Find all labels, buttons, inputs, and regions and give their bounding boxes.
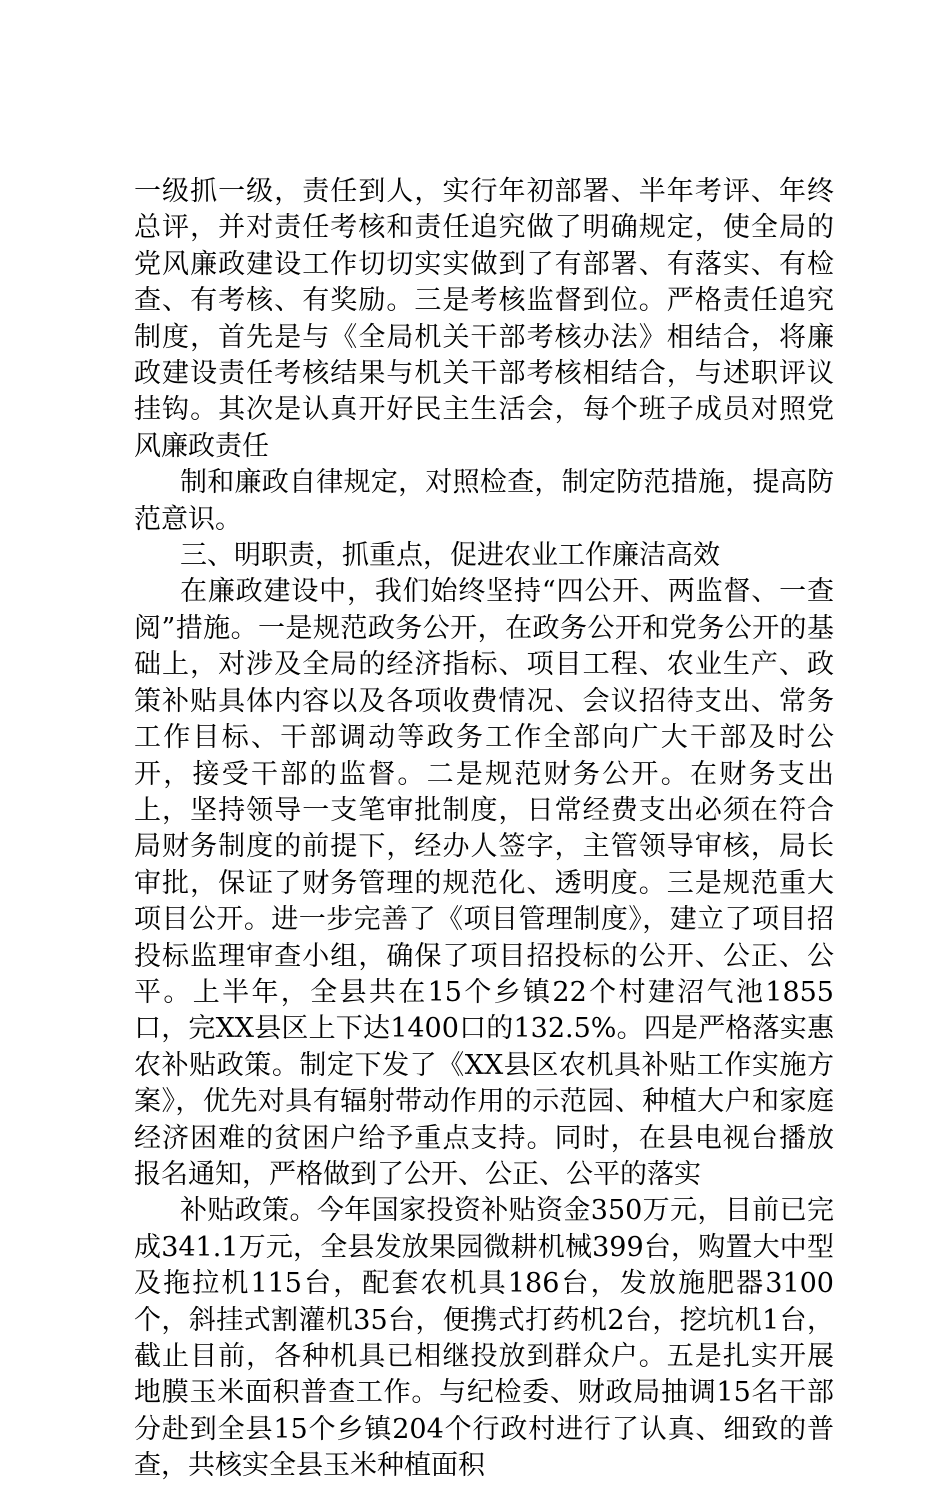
paragraph-subsidy-policy: 补贴政策。今年国家投资补贴资金350万元，目前已完成341.1万元，全县发放果园微耕机械399台，购置大中型及拖拉机115台，配套农机具186台，发放施肥器3100个，斜挂式割灌机35台，便携式打药机2台，挖坑机1台，截止目前，各种机具已相继投放到群众户。五是扎实开展地膜玉米面积普查工作。与纪检委、财政局抽调15名干部分赴到全县15个乡镇204个行政村进行了认真、细致的普查，共核实全县玉米种植面积 bbox=[134, 1195, 834, 1482]
paragraph-transparency-measures: 在廉政建设中，我们始终坚持“四公开、两监督、一查阅”措施。一是规范政务公开，在政务公开和党务公开的基础上，对涉及全局的经济指标、项目工程、农业生产、政策补贴具体内容以及各项收费情况、会议招待支出、常务工作目标、干部调动等政务工作全部向广大干部及时公开，接受干部的监督。二是规范财务公开。在财务支出上，坚持领导一支笔审批制度，日常经费支出必须在符合局财务制度的前提下，经办人签字，主管领导审核，局长审批，保证了财务管理的规范化、透明度。三是规范重大项目公开。进一步完善了《项目管理制度》，建立了项目招投标监理审查小组，确保了项目招投标的公开、公正、公平。上半年，全县共在15个乡镇22个村建沼气池1855口，完XX县区上下达1400口的132.5%。四是严格落实惠农补贴政策。制定下发了《XX县区农机具补贴工作实施方案》，优先对具有辐射带动作用的示范园、种植大户和家庭经济困难的贫困户给予重点支持。同时，在县电视台播放报名通知，严格做到了公开、公正、公平的落实 bbox=[134, 576, 834, 1190]
document-body bbox=[134, 174, 834, 1485]
paragraph-responsibility-system: 一级抓一级，责任到人，实行年初部署、半年考评、年终总评，并对责任考核和责任追究做了明确规定，使全局的党风廉政建设工作切切实实做到了有部署、有落实、有检查、有考核、有奖励。三是考核监督到位。严格责任追究制度，首先是与《全局机关干部考核办法》相结合，将廉政建设责任考核结果与机关干部考核相结合，与述职评议挂钩。其次是认真开好民主生活会，每个班子成员对照党风廉政责任 bbox=[134, 176, 834, 462]
section-heading-three: 三、明职责，抓重点，促进农业工作廉洁高效 bbox=[180, 540, 720, 572]
paragraph-self-discipline: 制和廉政自律规定，对照检查，制定防范措施，提高防范意识。 bbox=[134, 467, 834, 535]
